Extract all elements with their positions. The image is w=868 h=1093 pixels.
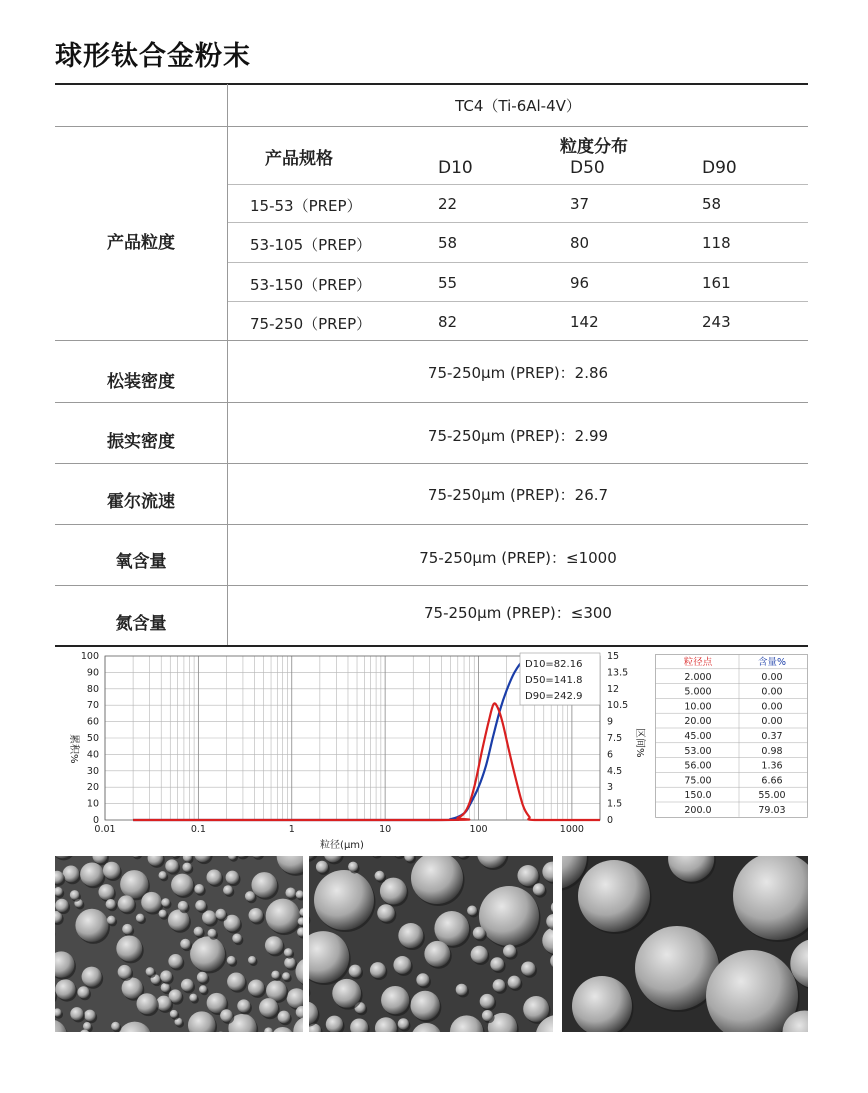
powder-particle bbox=[178, 901, 188, 911]
powder-particle bbox=[182, 863, 191, 872]
size-point-cell: 75.00 bbox=[684, 775, 712, 787]
powder-particle bbox=[316, 861, 328, 873]
powder-particle bbox=[410, 991, 439, 1020]
powder-particle bbox=[118, 965, 132, 979]
powder-particle bbox=[349, 965, 362, 978]
distribution-header: 粒度分布 bbox=[560, 137, 628, 157]
powder-particle bbox=[159, 871, 167, 879]
powder-particle bbox=[473, 927, 485, 939]
y-axis-left-label: 累积% bbox=[68, 734, 79, 764]
table-top-rule bbox=[55, 83, 808, 85]
y-left-tick-label: 10 bbox=[86, 798, 99, 810]
powder-particle bbox=[266, 980, 287, 1001]
powder-particle bbox=[533, 883, 545, 895]
row-d50: 37 bbox=[570, 195, 590, 213]
row-d90: 58 bbox=[702, 195, 722, 213]
powder-particle bbox=[70, 1007, 83, 1020]
powder-particle bbox=[284, 948, 293, 957]
powder-particle bbox=[122, 924, 132, 934]
powder-particle bbox=[232, 934, 242, 944]
powder-particle bbox=[508, 976, 521, 989]
y-axis-right-label: 区间% bbox=[634, 728, 645, 758]
x-tick-label: 1 bbox=[288, 824, 295, 835]
row-d50: 142 bbox=[570, 313, 599, 331]
page-title: 球形钛合金粉末 bbox=[55, 41, 251, 72]
powder-particle bbox=[190, 936, 225, 971]
powder-particle bbox=[136, 914, 145, 923]
annotation-d90: D90=242.9 bbox=[525, 691, 583, 702]
powder-particle bbox=[220, 1009, 233, 1022]
powder-particle bbox=[227, 956, 236, 965]
powder-particle bbox=[170, 1010, 178, 1018]
y-left-tick-label: 90 bbox=[86, 667, 99, 679]
powder-particle bbox=[161, 898, 170, 907]
prop-label-hall-flow: 霍尔流速 bbox=[107, 492, 175, 512]
table-bottom-rule bbox=[55, 645, 808, 647]
powder-particle bbox=[194, 884, 204, 894]
y-left-tick-label: 80 bbox=[86, 683, 99, 695]
powder-particle bbox=[245, 891, 255, 901]
powder-particle bbox=[471, 946, 488, 963]
powder-particle bbox=[370, 962, 386, 978]
row-rule bbox=[228, 222, 808, 223]
powder-particle bbox=[103, 862, 120, 879]
size-content-cell: 0.00 bbox=[761, 701, 783, 713]
powder-particle bbox=[479, 886, 539, 946]
psd-chart bbox=[55, 648, 655, 854]
row-d90: 118 bbox=[702, 234, 731, 252]
size-point-cell: 10.00 bbox=[684, 701, 712, 713]
prop-label-bulk-density: 松装密度 bbox=[107, 372, 175, 392]
y-right-tick-label: 1.5 bbox=[607, 798, 623, 810]
size-content-cell: 0.00 bbox=[761, 686, 783, 698]
powder-particle bbox=[424, 941, 450, 967]
powder-particle bbox=[180, 939, 190, 949]
powder-particle bbox=[107, 916, 116, 925]
powder-particle bbox=[141, 892, 162, 913]
size-point-cell: 5.000 bbox=[684, 686, 712, 698]
powder-particle bbox=[181, 979, 194, 992]
powder-particle bbox=[215, 909, 226, 920]
powder-particle bbox=[251, 872, 277, 898]
powder-particle bbox=[82, 967, 102, 987]
powder-particle bbox=[197, 972, 208, 983]
powder-particle bbox=[70, 890, 80, 900]
powder-particle bbox=[348, 862, 358, 872]
powder-particle bbox=[98, 884, 114, 900]
powder-particle bbox=[248, 956, 256, 964]
powder-particle bbox=[467, 906, 477, 916]
sem-image-3 bbox=[562, 856, 808, 1032]
powder-particle bbox=[249, 908, 263, 922]
powder-particle bbox=[393, 956, 411, 974]
size-content-cell: 0.00 bbox=[761, 671, 783, 683]
row-spec: 75-250（PREP） bbox=[250, 315, 372, 333]
y-right-tick-label: 10.5 bbox=[607, 700, 629, 712]
row-spec: 53-150（PREP） bbox=[250, 276, 372, 294]
sem-image-1 bbox=[55, 856, 303, 1032]
col-d50: D50 bbox=[570, 158, 605, 178]
row-d10: 58 bbox=[438, 234, 458, 252]
size-content-cell: 0.98 bbox=[761, 745, 783, 757]
powder-particle bbox=[208, 929, 217, 938]
prop-label-nitrogen: 氮含量 bbox=[115, 614, 167, 634]
powder-particle bbox=[285, 888, 295, 898]
powder-particle bbox=[199, 985, 207, 993]
powder-particle bbox=[226, 871, 239, 884]
y-right-tick-label: 4.5 bbox=[607, 765, 623, 777]
y-left-tick-label: 20 bbox=[86, 782, 99, 794]
y-right-tick-label: 3 bbox=[607, 782, 614, 794]
powder-particle bbox=[55, 979, 75, 999]
size-content-cell: 6.66 bbox=[761, 775, 783, 787]
y-left-tick-label: 70 bbox=[86, 700, 99, 712]
y-left-tick-label: 40 bbox=[86, 749, 99, 761]
powder-particle bbox=[189, 994, 197, 1002]
row-d10: 82 bbox=[438, 313, 458, 331]
prop-label-oxygen: 氧含量 bbox=[115, 552, 167, 572]
powder-particle bbox=[111, 1022, 120, 1031]
powder-particle bbox=[195, 900, 206, 911]
size-point-cell: 2.000 bbox=[684, 671, 712, 683]
spec-header: 产品规格 bbox=[265, 149, 333, 169]
y-right-tick-label: 0 bbox=[607, 815, 614, 826]
size-table-header-point: 粒径点 bbox=[683, 657, 713, 668]
powder-particle bbox=[456, 984, 468, 996]
powder-particle bbox=[578, 860, 650, 932]
row-rule bbox=[228, 262, 808, 263]
size-point-cell: 20.00 bbox=[684, 716, 712, 728]
x-tick-label: 1000 bbox=[559, 824, 584, 835]
powder-particle bbox=[237, 999, 250, 1012]
powder-particle bbox=[493, 979, 506, 992]
row-rule bbox=[228, 184, 808, 185]
powder-particle bbox=[171, 874, 193, 896]
row-spec: 53-105（PREP） bbox=[250, 236, 372, 254]
powder-particle bbox=[84, 1010, 96, 1022]
powder-particle bbox=[106, 899, 116, 909]
powder-particle bbox=[314, 870, 374, 930]
interval-line bbox=[133, 703, 600, 820]
powder-particle bbox=[75, 909, 108, 942]
powder-particle bbox=[490, 957, 504, 971]
row-d10: 22 bbox=[438, 195, 458, 213]
chart-annotation-box bbox=[520, 653, 600, 705]
sem-image-2 bbox=[309, 856, 553, 1032]
sem-image-2-graphic bbox=[309, 856, 553, 1032]
size-content-cell: 0.00 bbox=[761, 716, 783, 728]
y-left-tick-label: 60 bbox=[86, 716, 99, 728]
powder-particle bbox=[434, 911, 469, 946]
row-rule bbox=[55, 340, 808, 341]
annotation-d50: D50=141.8 bbox=[525, 675, 583, 686]
grade-label: TC4（Ti-6Al-4V） bbox=[455, 97, 581, 115]
powder-particle bbox=[248, 979, 264, 995]
y-left-tick-label: 100 bbox=[80, 651, 99, 662]
prop-value-hall-flow: 75-250μm (PREP)：26.7 bbox=[427, 486, 609, 504]
x-tick-label: 10 bbox=[379, 824, 392, 835]
powder-particle bbox=[398, 923, 423, 948]
prop-value-nitrogen: 75-250μm (PREP)：≤300 bbox=[424, 604, 612, 622]
row-rule bbox=[55, 463, 808, 464]
sem-image-1-graphic bbox=[55, 856, 303, 1032]
powder-particle bbox=[259, 998, 278, 1017]
powder-particle bbox=[271, 971, 279, 979]
row-d90: 161 bbox=[702, 274, 731, 292]
size-point-cell: 200.0 bbox=[684, 805, 712, 816]
prop-value-bulk-density: 75-250μm (PREP)：2.86 bbox=[427, 364, 609, 382]
y-left-tick-label: 50 bbox=[86, 733, 99, 744]
powder-particle bbox=[194, 927, 204, 937]
size-point-cell: 45.00 bbox=[684, 731, 712, 742]
y-left-tick-label: 0 bbox=[92, 815, 99, 826]
y-right-tick-label: 7.5 bbox=[607, 733, 623, 744]
row-rule bbox=[55, 402, 808, 403]
y-right-tick-label: 6 bbox=[607, 749, 614, 761]
powder-particle bbox=[523, 996, 549, 1022]
powder-particle bbox=[159, 910, 167, 918]
powder-particle bbox=[165, 859, 178, 872]
y-right-tick-label: 15 bbox=[607, 651, 620, 662]
powder-particle bbox=[137, 993, 158, 1014]
row-rule bbox=[55, 126, 808, 127]
y-right-tick-label: 9 bbox=[607, 716, 614, 728]
powder-particle bbox=[120, 870, 148, 898]
powder-particle bbox=[265, 936, 283, 954]
row-spec: 15-53（PREP） bbox=[250, 197, 362, 215]
powder-particle bbox=[377, 904, 395, 922]
prop-value-oxygen: 75-250μm (PREP)：≤1000 bbox=[419, 549, 617, 567]
powder-particle bbox=[227, 972, 245, 990]
prop-label-tap-density: 振实密度 bbox=[107, 432, 175, 452]
powder-particle bbox=[116, 935, 142, 961]
powder-particle bbox=[375, 871, 385, 881]
size-point-cell: 150.0 bbox=[684, 790, 712, 802]
x-tick-label: 100 bbox=[469, 824, 488, 835]
row-d50: 96 bbox=[570, 274, 590, 292]
powder-particle bbox=[482, 1010, 493, 1021]
size-table-header-content: 含量% bbox=[757, 657, 787, 668]
x-axis-label: 粒径(μm) bbox=[320, 840, 364, 851]
y-right-tick-label: 12 bbox=[607, 683, 620, 695]
powder-particle bbox=[55, 899, 68, 912]
prop-value-tap-density: 75-250μm (PREP)：2.99 bbox=[427, 427, 609, 445]
size-point-cell: 53.00 bbox=[684, 745, 712, 757]
size-content-table bbox=[655, 654, 810, 819]
powder-particle bbox=[146, 967, 155, 976]
powder-particle bbox=[398, 1018, 409, 1029]
y-right-tick-label: 13.5 bbox=[607, 667, 629, 679]
annotation-d10: D10=82.16 bbox=[525, 659, 583, 670]
row-d50: 80 bbox=[570, 234, 590, 252]
powder-particle bbox=[332, 979, 361, 1008]
row-rule bbox=[55, 524, 808, 525]
row-d10: 55 bbox=[438, 274, 458, 292]
powder-particle bbox=[282, 972, 290, 980]
y-left-tick-label: 30 bbox=[86, 765, 99, 777]
powder-particle bbox=[266, 899, 300, 933]
x-tick-label: 0.01 bbox=[94, 824, 116, 835]
size-section-label: 产品粒度 bbox=[107, 233, 175, 253]
powder-particle bbox=[206, 870, 221, 885]
powder-particle bbox=[83, 1022, 91, 1030]
powder-particle bbox=[517, 865, 538, 886]
size-point-cell: 56.00 bbox=[684, 760, 712, 772]
powder-particle bbox=[503, 945, 516, 958]
powder-particle bbox=[168, 954, 182, 968]
powder-particle bbox=[80, 862, 104, 886]
size-content-cell: 79.03 bbox=[758, 805, 786, 816]
sem-image-3-graphic bbox=[562, 856, 808, 1032]
size-content-cell: 0.37 bbox=[761, 731, 783, 742]
col-d10: D10 bbox=[438, 158, 473, 178]
powder-particle bbox=[480, 994, 495, 1009]
col-d90: D90 bbox=[702, 158, 737, 178]
x-tick-label: 0.1 bbox=[190, 824, 206, 835]
powder-particle bbox=[381, 986, 409, 1014]
powder-particle bbox=[521, 961, 535, 975]
size-content-cell: 55.00 bbox=[758, 790, 786, 802]
powder-particle bbox=[160, 970, 172, 982]
powder-particle bbox=[118, 895, 135, 912]
powder-particle bbox=[223, 885, 233, 895]
powder-particle bbox=[77, 986, 89, 998]
row-rule bbox=[55, 585, 808, 586]
powder-particle bbox=[416, 973, 429, 986]
row-rule bbox=[228, 301, 808, 302]
size-content-cell: 1.36 bbox=[761, 760, 783, 772]
row-d90: 243 bbox=[702, 313, 731, 331]
powder-particle bbox=[278, 1011, 291, 1024]
